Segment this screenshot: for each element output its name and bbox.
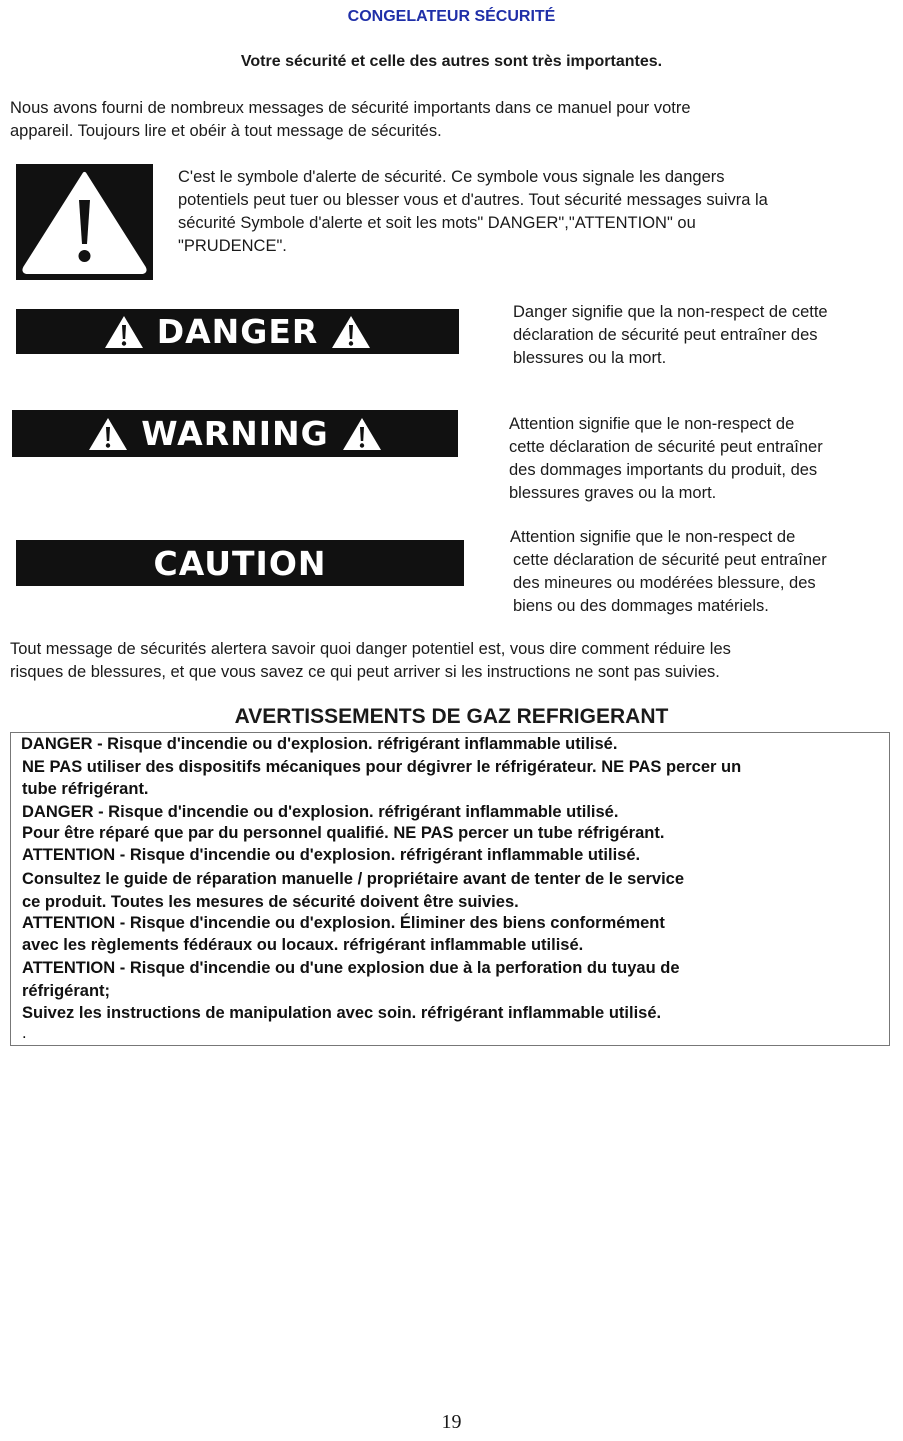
refrigerant-warning-line: Pour être réparé que par du personnel qualifié. NE PAS percer un tube réfrigérant. — [22, 824, 665, 842]
danger-label: DANGER — [156, 312, 319, 351]
caution-desc-line: cette déclaration de sécurité peut entraîner — [513, 551, 827, 569]
danger-banner — [16, 309, 459, 354]
refrigerant-warning-line: ce produit. Toutes les mesures de sécurité doivent être suivies. — [22, 893, 519, 911]
warning-desc-line: cette déclaration de sécurité peut entraîner — [509, 438, 823, 456]
caution-desc-line: biens ou des dommages matériels. — [513, 597, 769, 615]
page-title: CONGELATEUR SÉCURITÉ — [347, 8, 556, 25]
danger-desc-line: déclaration de sécurité peut entraîner des — [513, 326, 818, 344]
refrigerant-warning-line: Consultez le guide de réparation manuelle / propriétaire avant de tenter de le service — [22, 870, 685, 888]
intro-line: appareil. Toujours lire et obéir à tout message de sécurités. — [10, 122, 442, 140]
refrigerant-warning-line: ATTENTION - Risque d'incendie ou d'explosion. Éliminer des biens conformément — [22, 914, 665, 932]
refrigerant-warning-line: ATTENTION - Risque d'incendie ou d'explosion. réfrigérant inflammable utilisé. — [22, 846, 641, 864]
warning-triangle-icon — [87, 416, 129, 452]
danger-description — [513, 301, 893, 370]
page-subtitle: Votre sécurité et celle des autres sont très importantes. — [240, 53, 663, 70]
danger-desc-line: blessures ou la mort. — [513, 349, 667, 367]
refrigerant-warning-line: ATTENTION - Risque d'incendie ou d'une explosion due à la perforation du tuyau de — [22, 959, 680, 977]
warning-triangle-icon — [341, 416, 383, 452]
alert-symbol-line: "PRUDENCE". — [178, 237, 287, 255]
caution-banner — [16, 540, 464, 586]
warning-description — [509, 413, 893, 505]
warning-desc-line: blessures graves ou la mort. — [509, 484, 717, 502]
warning-label: WARNING — [141, 414, 329, 453]
refrigerant-warning-line: DANGER - Risque d'incendie ou d'explosion. réfrigérant inflammable utilisé. — [21, 735, 618, 753]
caution-desc-line: Attention signifie que le non-respect de — [510, 528, 796, 546]
page-number: 19 — [441, 1411, 462, 1433]
refrigerant-warning-line: DANGER - Risque d'incendie ou d'explosion. réfrigérant inflammable utilisé. — [22, 803, 619, 821]
alert-symbol-line: sécurité Symbole d'alerte et soit les mots" DANGER","ATTENTION" ou — [178, 214, 696, 232]
warning-triangle-icon — [103, 314, 145, 350]
refrigerant-warning-line: NE PAS utiliser des dispositifs mécaniques pour dégivrer le réfrigérateur. NE PAS percer un — [22, 758, 742, 776]
refrigerant-warning-line: . — [22, 1024, 27, 1042]
warning-triangle-icon — [16, 164, 153, 280]
refrigerant-section-title: AVERTISSEMENTS DE GAZ REFRIGERANT — [234, 705, 669, 728]
caution-description — [510, 526, 894, 618]
warning-desc-line: des dommages importants du produit, des — [509, 461, 818, 479]
danger-desc-line: Danger signifie que la non-respect de cette — [513, 303, 828, 321]
alert-symbol-line: potentiels peut tuer ou blesser vous et d'autres. Tout sécurité messages suivra la — [178, 191, 768, 209]
alert-symbol-description — [178, 166, 890, 258]
warning-banner — [12, 410, 458, 457]
refrigerant-warnings-box — [10, 732, 890, 1046]
intro-paragraph — [10, 97, 870, 143]
warning-triangle-icon — [330, 314, 372, 350]
alert-symbol-line: C'est le symbole d'alerte de sécurité. Ce symbole vous signale les dangers — [178, 168, 725, 186]
refrigerant-warning-line: tube réfrigérant. — [22, 780, 149, 798]
warning-desc-line: Attention signifie que le non-respect de — [509, 415, 795, 433]
caution-desc-line: des mineures ou modérées blessure, des — [513, 574, 816, 592]
refrigerant-warning-line: Suivez les instructions de manipulation avec soin. réfrigérant inflammable utilisé. — [22, 1004, 662, 1022]
refrigerant-warning-line: avec les règlements fédéraux ou locaux. réfrigérant inflammable utilisé. — [22, 936, 584, 954]
refrigerant-warning-line: réfrigérant; — [22, 982, 111, 1000]
intro-line: Nous avons fourni de nombreux messages de sécurité importants dans ce manuel pour votre — [10, 99, 691, 117]
summary-line: Tout message de sécurités alertera savoir quoi danger potentiel est, vous dire comment réduire les — [10, 640, 731, 658]
summary-paragraph — [10, 638, 890, 684]
summary-line: risques de blessures, et que vous savez ce qui peut arriver si les instructions ne sont pas suivies. — [10, 663, 720, 681]
caution-label: CAUTION — [153, 543, 327, 583]
